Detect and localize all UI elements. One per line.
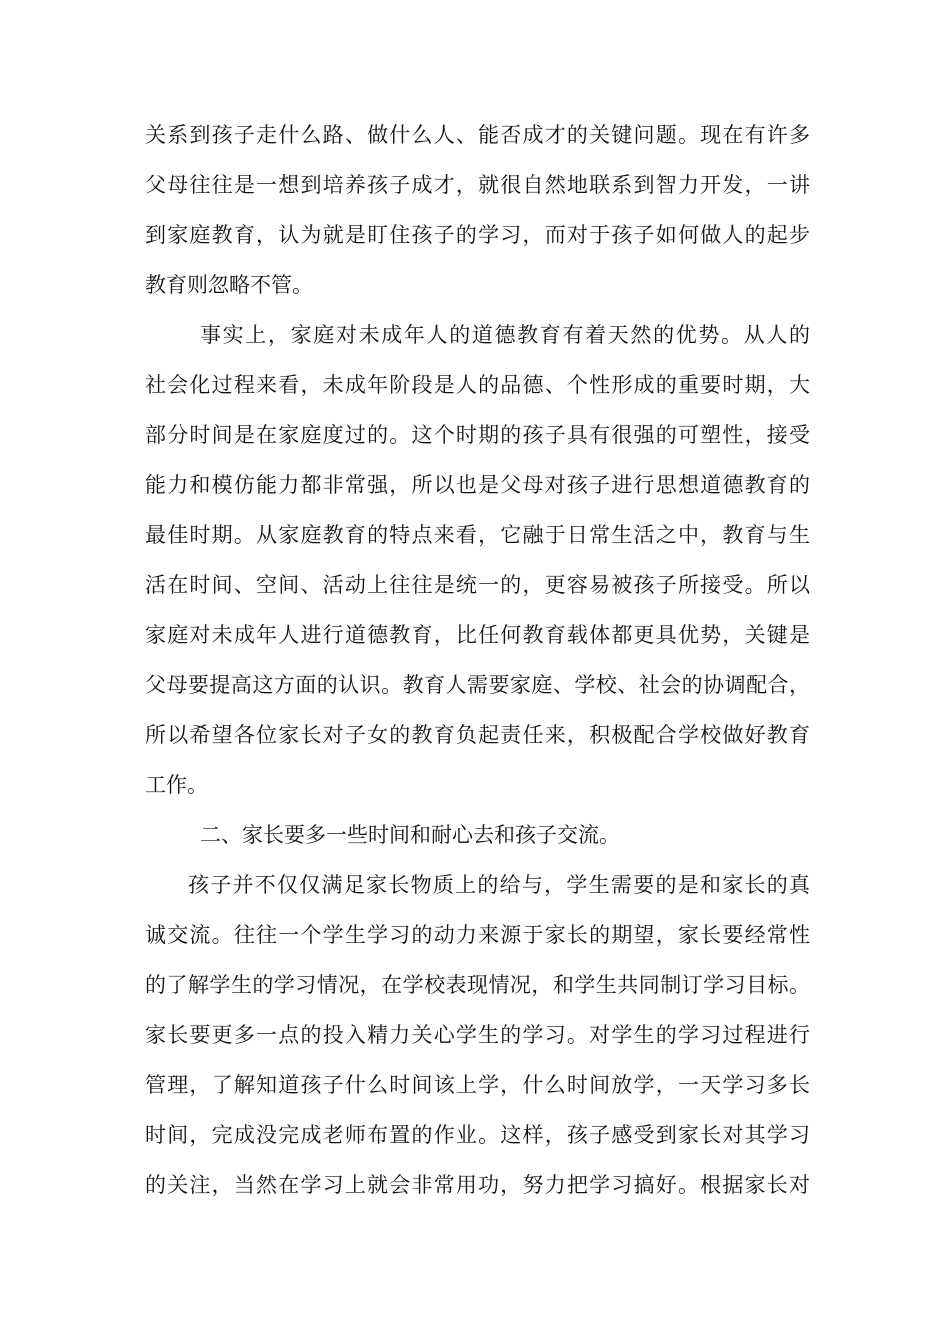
text-line: 管理，了解知道孩子什么时间该上学，什么时间放学，一天学习多长 bbox=[145, 1073, 810, 1097]
text-line: 教育则忽略不管。 bbox=[145, 273, 313, 297]
text-line: 活在时间、空间、活动上往往是统一的，更容易被孩子所接受。所以 bbox=[145, 573, 810, 597]
text-line: 的关注，当然在学习上就会非常用功，努力把学习搞好。根据家长对 bbox=[145, 1173, 810, 1197]
paragraph-start-line: 孩子并不仅仅满足家长物质上的给与，学生需要的是和家长的真 bbox=[188, 873, 810, 897]
text-line: 社会化过程来看，未成年阶段是人的品德、个性形成的重要时期，大 bbox=[145, 373, 810, 397]
text-line: 部分时间是在家庭度过的。这个时期的孩子具有很强的可塑性，接受 bbox=[145, 423, 810, 447]
text-line: 家庭对未成年人进行道德教育，比任何教育载体都更具优势，关键是 bbox=[145, 623, 810, 647]
text-line: 能力和模仿能力都非常强，所以也是父母对孩子进行思想道德教育的 bbox=[145, 473, 810, 497]
text-line: 所以希望各位家长对子女的教育负起责任来，积极配合学校做好教育 bbox=[145, 723, 810, 747]
text-line: 的了解学生的学习情况，在学校表现情况，和学生共同制订学习目标。 bbox=[145, 973, 810, 997]
text-line: 工作。 bbox=[145, 773, 208, 797]
text-line: 到家庭教育，认为就是盯住孩子的学习，而对于孩子如何做人的起步 bbox=[145, 223, 810, 247]
text-line: 诚交流。往往一个学生学习的动力来源于家长的期望，家长要经常性 bbox=[145, 923, 810, 947]
text-line: 父母要提高这方面的认识。教育人需要家庭、学校、社会的协调配合， bbox=[145, 673, 810, 697]
text-line: 关系到孩子走什么路、做什么人、能否成才的关键问题。现在有许多 bbox=[145, 123, 810, 147]
text-line: 家长要更多一点的投入精力关心学生的学习。对学生的学习过程进行 bbox=[145, 1023, 810, 1047]
text-line: 父母往往是一想到培养孩子成才，就很自然地联系到智力开发，一讲 bbox=[145, 173, 810, 197]
section-heading: 二、家长要多一些时间和耐心去和孩子交流。 bbox=[200, 823, 620, 847]
paragraph-start-line: 事实上，家庭对未成年人的道德教育有着天然的优势。从人的 bbox=[200, 323, 810, 347]
text-line: 最佳时期。从家庭教育的特点来看，它融于日常生活之中，教育与生 bbox=[145, 523, 810, 547]
text-line: 时间，完成没完成老师布置的作业。这样，孩子感受到家长对其学习 bbox=[145, 1123, 810, 1147]
